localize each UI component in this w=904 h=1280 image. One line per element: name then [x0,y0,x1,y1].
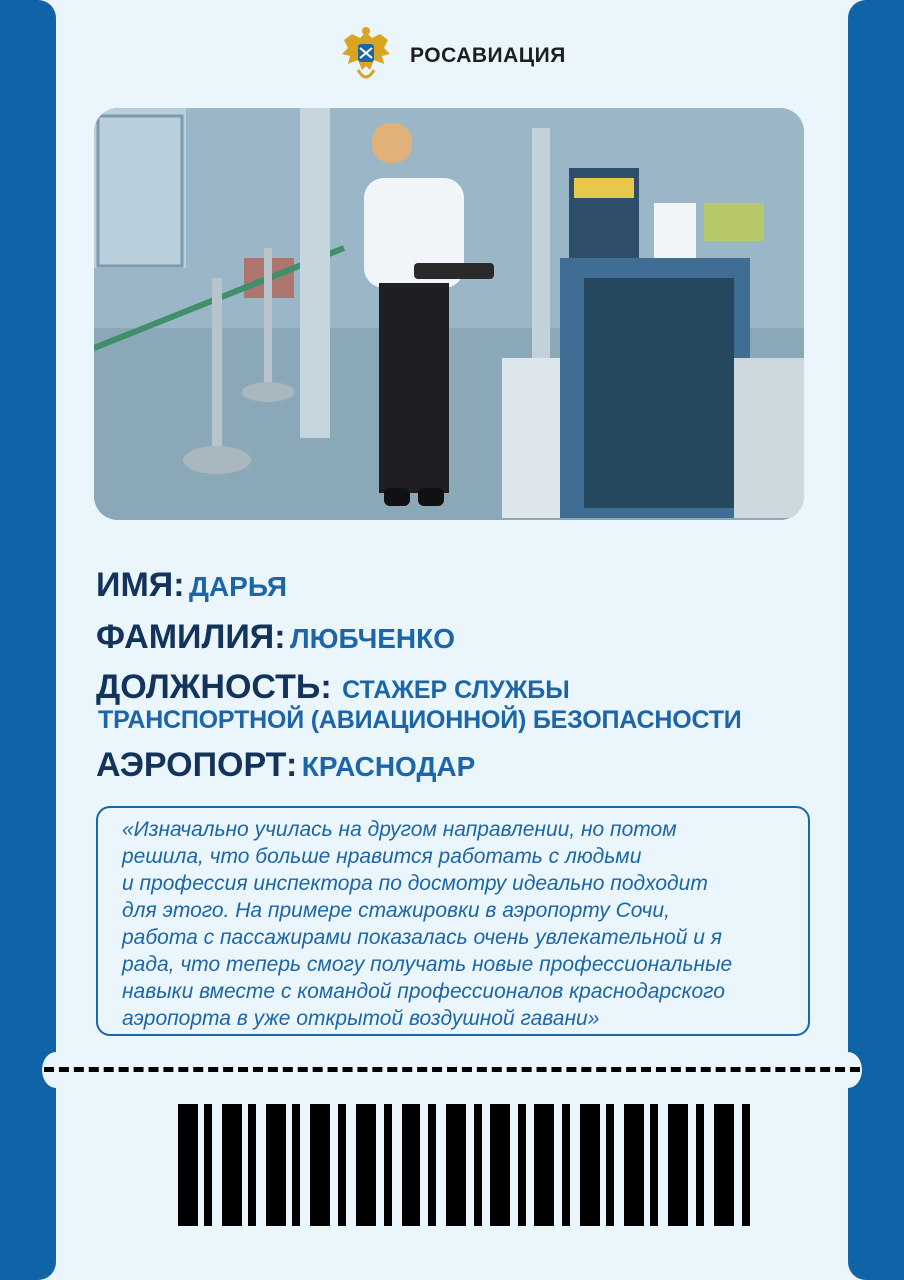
position-value-line1: СТАЖЕР СЛУЖБЫ [342,676,570,704]
brand-title: РОСАВИАЦИЯ [410,44,566,67]
left-ticket-band [0,0,56,1280]
header [0,24,904,88]
double-headed-eagle-icon [336,24,396,88]
right-ticket-band [848,0,904,1280]
surname-value: ЛЮБЧЕНКО [290,623,456,654]
barcode-icon [178,1104,752,1226]
position-row [96,668,570,707]
name-value: ДАРЬЯ [188,571,288,602]
employee-photo [94,108,804,520]
quote-text: «Изначально училась на другом направлении, но потом решила, что больше нравится работать с людьми и профессия инспектора по досмотру идеально подходит для этого. На примере стажировки в аэропорту Сочи, работа с пассажирами показалась очень увлекательной и я рада, что теперь смогу получать новые профессиональные навыки вместе с командой профессионалов краснодарского аэропорта в уже открытой воздушной гавани» [122,818,733,1030]
surname-row [96,618,455,657]
name-row [96,566,287,605]
perforation-line [44,1067,860,1072]
position-label: ДОЛЖНОСТЬ: [96,668,332,706]
surname-label: ФАМИЛИЯ: [96,618,286,656]
quote-box [96,806,810,1036]
photo-illustration [94,108,804,520]
airport-label: АЭРОПОРТ: [96,746,298,784]
airport-value: КРАСНОДАР [301,751,476,782]
airport-row [96,746,475,785]
position-value-line2: ТРАНСПОРТНОЙ (АВИАЦИОННОЙ) БЕЗОПАСНОСТИ [98,706,742,734]
name-label: ИМЯ: [96,566,185,604]
